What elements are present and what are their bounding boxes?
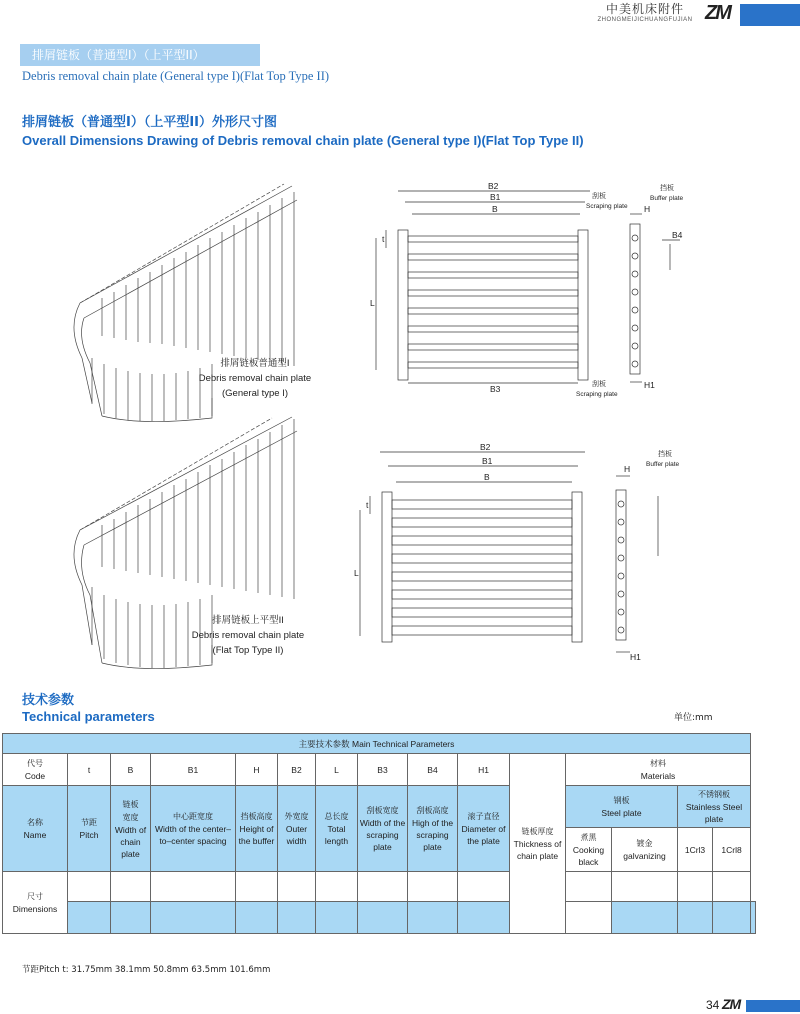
code-h: H (236, 754, 278, 786)
code-b2: B2 (278, 754, 316, 786)
buffer2-label-en: Buffer plate (646, 461, 680, 468)
code-h1: H1 (458, 754, 510, 786)
stainless-en: Stainless Steel plate (685, 802, 743, 824)
steel-plate-header (566, 786, 678, 828)
dimension-drawing-general (350, 178, 700, 408)
outer-en: Outer width (285, 824, 308, 846)
dim-cell (151, 902, 236, 934)
dim-cell (68, 902, 111, 934)
chain-width-cn2: 宽度 (122, 812, 139, 822)
chain-width-en: Width of chain plate (114, 824, 147, 859)
total-length-header (316, 786, 358, 872)
fig1-caption (180, 356, 330, 401)
buffer-label-en: Buffer plate (650, 195, 684, 202)
name-cn: 名称 (27, 818, 43, 827)
code-l: L (316, 754, 358, 786)
scraping-label-cn-bottom: 刮板 (592, 380, 606, 388)
center-width-header (151, 786, 236, 872)
dim-b: B (492, 204, 498, 214)
scrap-w-cn: 刮板宽度 (366, 806, 399, 815)
code-b3: B3 (358, 754, 408, 786)
dim2-h1: H1 (630, 652, 641, 662)
name-header (3, 786, 68, 872)
outer-cn: 外宽度 (284, 812, 309, 821)
dim-cell (678, 902, 713, 934)
code-en: Code (24, 771, 46, 781)
code-t: t (68, 754, 111, 786)
dim-cell (751, 902, 756, 934)
dim-cell (566, 872, 612, 902)
scraping-width-header (358, 786, 408, 872)
scraping-label-en-top: Scraping plate (586, 203, 628, 210)
dim-h1: H1 (644, 380, 655, 390)
dim-cell (316, 872, 358, 902)
dim2-l: L (354, 568, 359, 578)
dim2-h: H (624, 464, 631, 474)
dim2-b: B (484, 472, 490, 482)
roller-en: Diameter of the plate (461, 824, 506, 846)
cooking-black-header (566, 828, 612, 872)
buffer-label-cn: 挡板 (660, 184, 674, 192)
scrap-w-en: Width of the scraping plate (359, 818, 406, 852)
dim-cell (566, 902, 612, 934)
dim-cell (612, 872, 678, 902)
buffer-h-en: Height of the buffer (238, 824, 275, 846)
center-en: Width of the center–to–center spacing (154, 824, 232, 846)
dims-en: Dimensions (12, 904, 58, 914)
fig1-caption-en: Debris removal chain plate (198, 373, 312, 384)
dim-b2: B2 (488, 181, 499, 191)
dim-b4: B4 (672, 230, 683, 240)
dim-cell (236, 872, 278, 902)
galv-en: galvanizing (623, 851, 666, 861)
code-b: B (111, 754, 151, 786)
cr18-header: 1Crl8 (713, 828, 751, 872)
chain-width-header (111, 786, 151, 872)
center-cn: 中心距宽度 (173, 812, 213, 821)
fig2-caption-cn: 排屑链板上平型II (212, 615, 284, 626)
header-color-band (740, 4, 800, 26)
buffer2-label-cn: 挡板 (658, 450, 672, 458)
product-subtitle: Debris removal chain plate (General type I)(Flat Top Type II) (22, 69, 330, 83)
fig2-caption-type: (Flat Top Type II) (212, 645, 284, 656)
cooking-en: Cooking black (572, 845, 605, 867)
cooking-cn: 煮黑 (580, 833, 597, 842)
fig1-caption-cn: 排屑链板普通型I (220, 358, 290, 369)
product-title-tag: 排屑链板（普通型I）（上平型II） (20, 44, 260, 66)
dimension-drawing-flattop (340, 440, 700, 670)
scrap-h-cn: 刮板高度 (416, 806, 449, 815)
fig1-caption-type: (General type I) (222, 388, 288, 399)
dim-cell (713, 872, 751, 902)
brand-name (585, 2, 705, 24)
pitch-header (68, 786, 111, 872)
thick-en: Thickness of chain plate (513, 839, 562, 861)
dimensions-header (3, 872, 68, 934)
outer-width-header (278, 786, 316, 872)
dim-cell (408, 872, 458, 902)
code-header (3, 754, 68, 786)
code-b4: B4 (408, 754, 458, 786)
dim2-b2: B2 (480, 442, 491, 452)
footer-logo: ZM (722, 996, 741, 1012)
tech-title-cn: 技术参数 (22, 693, 75, 708)
dim-cell (713, 902, 751, 934)
materials-header (566, 754, 751, 786)
dim-l: L (370, 298, 375, 308)
buffer-h-cn: 挡板高度 (240, 812, 273, 821)
total-en: Total length (324, 824, 349, 846)
drawing-title-en: Overall Dimensions Drawing of Debris removal chain plate (General type I)(Flat Top Type II) (22, 133, 584, 148)
dim-cell (236, 902, 278, 934)
chain-width-cn: 链板 (122, 799, 139, 809)
dim-cell (358, 872, 408, 902)
dim-cell (278, 902, 316, 934)
dim-cell (358, 902, 408, 934)
footer-color-band (746, 1000, 800, 1012)
scrap-h-en: High of the scraping plate (411, 818, 454, 852)
page-number: 34 (706, 998, 720, 1012)
steel-en: Steel plate (601, 808, 642, 818)
stainless-plate-header (678, 786, 751, 828)
thickness-header (510, 754, 566, 934)
dim-cell (316, 902, 358, 934)
unit-label: 单位:mm (674, 713, 713, 723)
total-cn: 总长度 (324, 812, 349, 821)
roller-diameter-header (458, 786, 510, 872)
dim2-t: t (366, 500, 369, 510)
brand-en: ZHONGMEIJICHUANGFUJIAN (597, 17, 693, 23)
galvanizing-header (612, 828, 678, 872)
scraping-label-cn-top: 刮板 (592, 192, 606, 200)
dim-b3: B3 (490, 384, 501, 394)
dim-cell (458, 872, 510, 902)
pitch-cn: 节距 (81, 818, 97, 827)
fig2-caption (168, 613, 328, 658)
scraping-height-header (408, 786, 458, 872)
materials-cn: 材料 (650, 759, 667, 768)
dim-cell (408, 902, 458, 934)
fig2-caption-en: Debris removal chain plate (191, 630, 305, 641)
company-logo: ZM (705, 2, 730, 24)
dim-t: t (382, 234, 385, 244)
stainless-cn: 不锈钢板 (698, 790, 731, 799)
dim-cell (68, 872, 111, 902)
dim-b1: B1 (490, 192, 501, 202)
dim-cell (151, 872, 236, 902)
brand-cn: 中美机床附件 (605, 2, 684, 16)
code-b1: B1 (151, 754, 236, 786)
dim-cell (278, 872, 316, 902)
cr13-header: 1Crl3 (678, 828, 713, 872)
pitch-en: Pitch (79, 830, 99, 840)
dim-cell (612, 902, 678, 934)
dim2-b1: B1 (482, 456, 493, 466)
tech-title-en: Technical parameters (22, 709, 155, 724)
dim-cell (111, 902, 151, 934)
parameters-table (2, 733, 756, 934)
drawing-title-cn: 排屑链板（普通型I）（上平型II）外形尺寸图 (22, 115, 278, 130)
roller-cn: 滚子直径 (467, 812, 500, 821)
code-cn: 代号 (27, 759, 43, 768)
buffer-height-header (236, 786, 278, 872)
materials-en: Materials (640, 771, 676, 781)
dim-cell (458, 902, 510, 934)
thick-cn: 链板厚度 (521, 827, 554, 836)
scraping-label-en-bottom: Scraping plate (576, 391, 618, 398)
steel-cn: 钢板 (613, 796, 630, 805)
dims-cn: 尺寸 (27, 892, 43, 901)
dim-cell (678, 872, 713, 902)
galv-cn: 镀金 (636, 839, 653, 848)
name-en: Name (23, 830, 47, 840)
main-params-header: 主要技术参数 Main Technical Parameters (3, 734, 751, 754)
pitch-note: 节距Pitch t: 31.75mm 38.1mm 50.8mm 63.5mm 101.6mm (22, 965, 271, 975)
dim-cell (111, 872, 151, 902)
dim-h: H (644, 204, 651, 214)
